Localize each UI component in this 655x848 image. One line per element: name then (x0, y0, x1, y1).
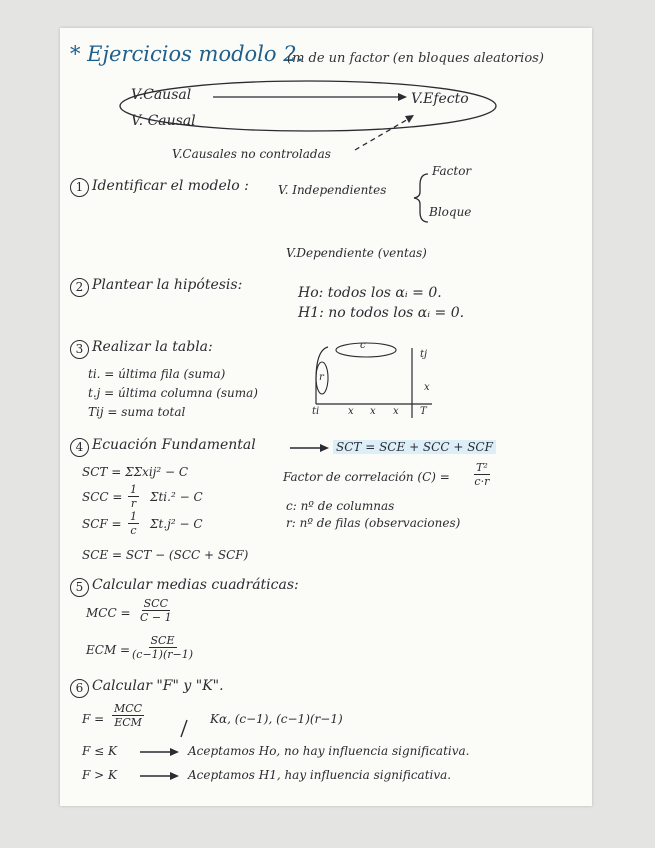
scc-frac-den: r (130, 497, 137, 510)
title-note: (m de un factor (en bloques aleatorios) (287, 51, 544, 66)
ecm-num: SCE (150, 634, 175, 647)
causal-arrowhead (398, 93, 407, 101)
table-x-mark: x (393, 406, 399, 417)
table-x-mark: x (370, 406, 376, 417)
ecm-den: (c−1)(r−1) (132, 648, 194, 661)
page-title: * Ejercicios modolo 2. (70, 42, 304, 66)
scf-rhs: Σt.j² − C (150, 517, 203, 531)
factor-label: Factor (432, 164, 472, 178)
table-c-bracket (336, 343, 396, 357)
mcc-num: SCC (143, 597, 168, 610)
mcc-den: C − 1 (140, 611, 172, 624)
scc-fraction (128, 483, 139, 510)
k-expression: Kα, (c−1), (c−1)(r−1) (210, 712, 343, 726)
mcc-fraction (140, 597, 172, 624)
factor-den: c·r (474, 475, 490, 488)
hypothesis-h0: Ho: todos los αᵢ = 0. (298, 285, 442, 301)
dashed-arrow (355, 118, 410, 150)
step-5-number: 5 (70, 578, 89, 597)
step-2-label: Plantear la hipótesis: (92, 277, 243, 293)
scf-fraction (128, 510, 139, 537)
f-num: MCC (114, 702, 143, 715)
scc-lhs: SCC = (82, 490, 123, 504)
brace (414, 174, 428, 222)
step-2-number: 2 (70, 278, 89, 297)
equation-highlight: SCT = SCE + SCC + SCF (333, 440, 496, 454)
v-efecto: V.Efecto (411, 91, 469, 107)
ecm-fraction (132, 634, 193, 661)
factor-correlacion-fraction (474, 461, 490, 488)
step-6-label: Calcular "F" y "K". (92, 678, 224, 694)
table-x-mark: x (348, 406, 354, 417)
table-ti-label: ti (312, 406, 320, 417)
table-r-label: r (319, 372, 324, 383)
bloque-label: Bloque (429, 205, 472, 219)
hypothesis-h1: H1: no todos los αᵢ = 0. (298, 305, 465, 321)
factor-correlacion-label: Factor de correlación (C) = (283, 470, 450, 484)
rule1-text: Aceptamos Ho, no hay influencia significativa. (188, 744, 470, 758)
table-T-label: T (420, 406, 427, 417)
scf-frac-num: 1 (130, 510, 137, 523)
table-x-mark: x (424, 382, 430, 393)
v-causales-no-controladas: V.Causales no controladas (172, 147, 331, 161)
fundamental-equation (333, 440, 496, 454)
table-tj-label: tj (420, 349, 428, 360)
f-den: ECM (114, 716, 142, 729)
ti-definition: ti. = última fila (suma) (88, 367, 226, 381)
dashed-arrowhead (405, 115, 414, 123)
divider-slash (181, 720, 187, 737)
step-3-number: 3 (70, 340, 89, 359)
table-c-label: c (360, 340, 366, 351)
f-fraction (112, 702, 144, 729)
scf-lhs: SCF = (82, 517, 122, 531)
sct-formula: SCT = ΣΣxij² − C (82, 465, 189, 479)
v-causal-2: V. Causal (131, 113, 196, 129)
scc-rhs: Σti.² − C (150, 490, 203, 504)
f-lhs: F = (82, 712, 105, 726)
rule2-condition: F > K (82, 768, 117, 782)
factor-num: T² (476, 461, 488, 474)
scf-frac-den: c (130, 524, 137, 537)
sce-formula: SCE = SCT − (SCC + SCF) (82, 548, 249, 562)
mcc-lhs: MCC = (86, 606, 131, 620)
step-1-number: 1 (70, 178, 89, 197)
scc-frac-num: 1 (130, 483, 137, 496)
step-5-label: Calcular medias cuadráticas: (92, 577, 299, 593)
step-6-number: 6 (70, 679, 89, 698)
v-causal-1: V.Causal (131, 87, 192, 103)
r-definition: r: nº de filas (observaciones) (286, 516, 461, 530)
independientes-label: V. Independientes (278, 183, 387, 197)
rule2-text: Aceptamos H1, hay influencia significativa. (188, 768, 452, 782)
step-4-number: 4 (70, 438, 89, 457)
step-3-label: Realizar la tabla: (92, 339, 213, 355)
dependiente-label: V.Dependiente (ventas) (286, 246, 427, 260)
tij-definition: Tij = suma total (88, 405, 186, 419)
step-4-label: Ecuación Fundamental (92, 437, 256, 453)
ecm-lhs: ECM = (86, 643, 131, 657)
c-definition: c: nº de columnas (286, 499, 395, 513)
rule1-condition: F ≤ K (82, 744, 117, 758)
step-1-label: Identificar el modelo : (92, 178, 249, 194)
tj-definition: t.j = última columna (suma) (88, 386, 258, 400)
